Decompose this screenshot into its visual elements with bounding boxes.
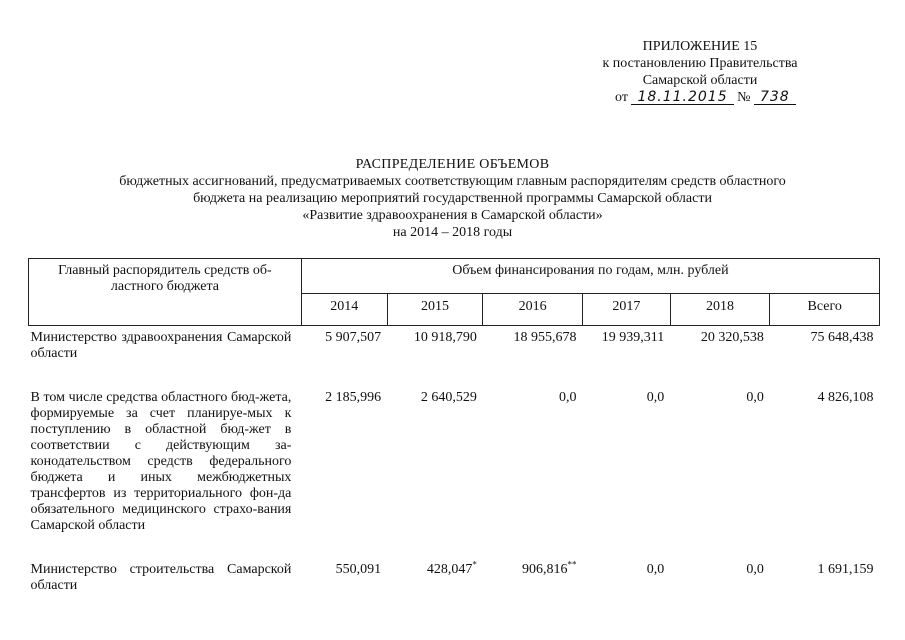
cell-value: 2 640,529 [420,390,477,405]
header-year-2017: 2017 [583,294,671,326]
appendix-line-2: Самарской области [642,73,758,88]
cell-value: 1 691,159 [817,562,874,577]
cell-value: 20 320,538 [700,330,764,345]
cell-value: 0,0 [746,562,764,577]
header-year-2014: 2014 [301,294,387,326]
header-year-2016: 2016 [483,294,583,326]
cell-value: 0,0 [746,390,764,405]
from-label: от [615,90,628,105]
table-row [29,558,880,618]
footnote-mark: * [472,559,477,570]
table-row [29,386,880,558]
heading-line-1: бюджетных ассигнований, предусматриваемых соответствующим главным распорядителям средств областного [119,174,786,189]
cell-value: 550,091 [335,562,382,577]
row-name: Министерство здравоохранения Самарской области [30,330,292,361]
cell-value: 0,0 [646,562,665,577]
appendix-title: ПРИЛОЖЕНИЕ 15 [642,39,758,54]
appendix-line-1: к постановлению Правительства [602,56,798,71]
cell-value: 0,0 [559,390,577,405]
footnote-mark: ** [567,559,577,570]
appendix-date-line [560,89,840,106]
cell-value: 10 918,790 [413,330,477,345]
cell-value: 18 955,678 [513,330,577,345]
heading-line-3: «Развитие здравоохранения в Самарской области» [302,208,603,223]
document-title: РАСПРЕДЕЛЕНИЕ ОБЪЕМОВ [355,157,550,172]
number-label: № [737,90,751,105]
heading-line-2: бюджета на реализацию мероприятий государственной программы Самарской области [193,191,712,206]
cell-value: 19 939,311 [601,330,665,345]
header-total: Всего [770,294,880,326]
header-financing: Объем финансирования по годам, млн. рублей [301,259,879,294]
handwritten-number: 738 [754,90,796,105]
row-name: В том числе средства областного бюд-жета, формируемые за счет планируе-мых к поступлению в областной бюд-жет в соответствии с действующим за-конодательством средств федерального бюджета и иных межбюджетных трансфертов из территориального фон-да обязательного медицинского страхо-вания Самарской области [30,390,292,533]
header-distributor: Главный распорядитель средств об-ластного бюджета [29,259,302,326]
document-heading [40,156,865,241]
handwritten-date: 18.11.2015 [631,90,733,105]
appendix-block [560,38,840,106]
budget-table [28,258,880,618]
heading-line-4: на 2014 – 2018 годы [392,225,513,240]
header-year-2015: 2015 [387,294,483,326]
row-name: Министерство строительства Самарской области [30,562,292,593]
cell-value: 4 826,108 [817,390,874,405]
cell-value: 5 907,507 [325,330,382,345]
cell-value: 2 185,996 [325,390,382,405]
cell-value: 428,047* [426,559,477,577]
table-row [29,326,880,387]
cell-value: 0,0 [646,390,665,405]
cell-value: 906,816** [522,559,577,577]
cell-value: 75 648,438 [810,330,874,345]
header-year-2018: 2018 [670,294,770,326]
